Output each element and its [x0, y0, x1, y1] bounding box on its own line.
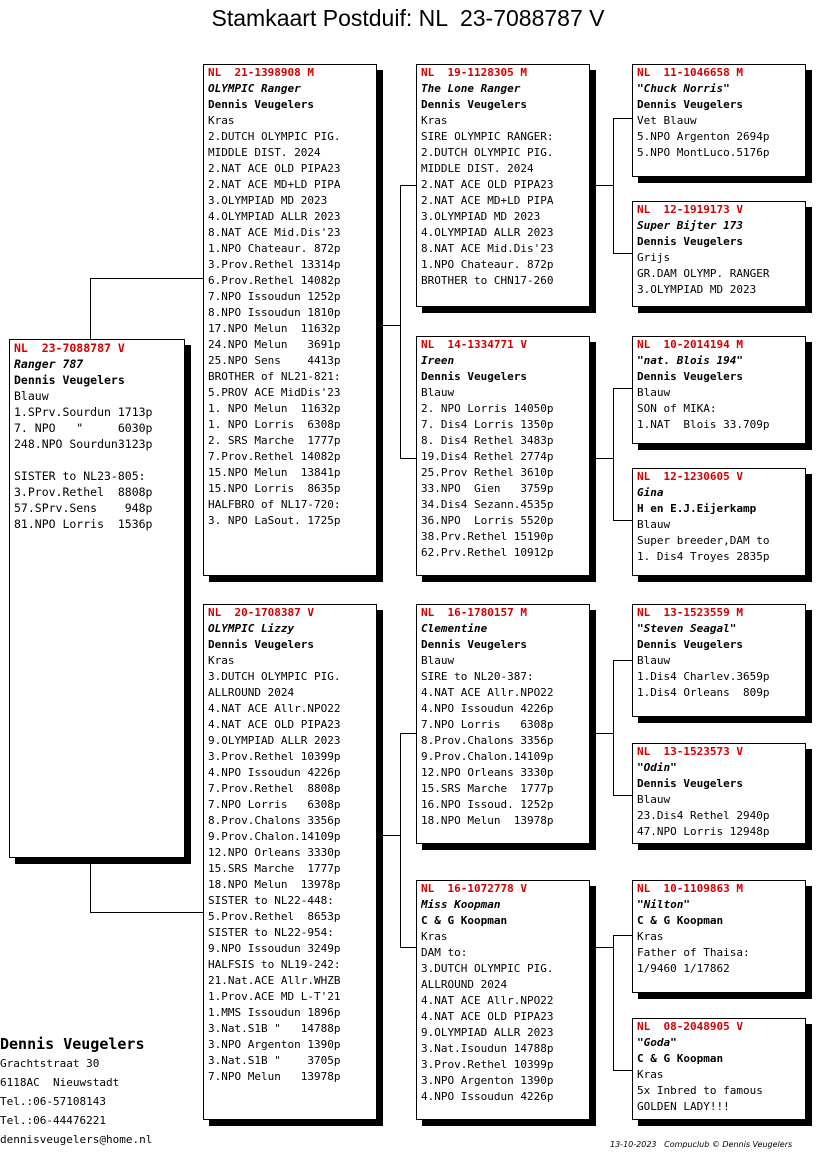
- result-line: 18.NPO Melun 13978p: [208, 878, 341, 891]
- result-line: 38.Prv.Rethel 15190p: [421, 530, 554, 543]
- result-line: 23.Dis4 Rethel 2940p: [637, 809, 770, 822]
- result-line: 2.NAT ACE MD+LD PIPA: [208, 178, 341, 191]
- connector-line: [400, 185, 417, 186]
- result-line: 8.NAT ACE Mid.Dis'23: [208, 226, 341, 239]
- pigeon-name: OLYMPIC Ranger: [208, 82, 301, 95]
- result-line: 8.Prov.Chalons 3356p: [421, 734, 554, 747]
- page-title: Stamkaart Postduif: NL 23-7088787 V: [211, 5, 605, 31]
- result-line: 3.Prov.Rethel 10399p: [208, 750, 341, 763]
- result-line: 15.NPO Melun 13841p: [208, 466, 341, 479]
- pigeon-owner: Dennis Veugelers: [637, 370, 743, 383]
- breeder-phone: Tel.:06-57108143: [0, 1095, 106, 1108]
- result-line: 81.NPO Lorris 1536p: [14, 517, 153, 531]
- result-line: Super breeder,DAM to: [637, 534, 770, 547]
- result-line: 1.Prov.ACE MD L-T'21: [208, 990, 341, 1003]
- pigeon-owner: Dennis Veugelers: [208, 638, 314, 651]
- result-line: 3.OLYMPIAD MD 2023: [208, 194, 328, 207]
- pigeon-color: Kras: [637, 1068, 664, 1081]
- pigeon-owner: Dennis Veugelers: [14, 373, 125, 387]
- result-line: 9.OLYMPIAD ALLR 2023: [421, 1026, 554, 1039]
- result-line: 3.OLYMPIAD MD 2023: [637, 283, 757, 296]
- pigeon-name: "Goda": [637, 1036, 677, 1049]
- result-line: 7.Prov.Rethel 8808p: [208, 782, 341, 795]
- footer-credit: 13-10-2023 Compuclub © Dennis Veugelers: [610, 1140, 793, 1149]
- pigeon-owner: C & G Koopman: [637, 1052, 724, 1065]
- pigeon-name: Super Bijter 173: [637, 219, 743, 232]
- result-line: 4.NPO Issoudun 4226p: [421, 1090, 554, 1103]
- result-line: 9.NPO Issoudun 3249p: [208, 942, 341, 955]
- pigeon-owner: Dennis Veugelers: [421, 638, 527, 651]
- result-line: 4.NAT ACE Allr.NPO22: [421, 994, 554, 1007]
- result-line: SISTER to NL22-448:: [208, 894, 334, 907]
- pigeon-card-sdd: [632, 468, 806, 576]
- pigeon-name: "Chuck Norris": [637, 82, 730, 95]
- pigeon-card-ddd: [632, 1018, 806, 1120]
- ring-number: NL 10-1109863 M: [637, 882, 743, 895]
- connector-line: [400, 947, 417, 948]
- result-line: SISTER to NL22-954:: [208, 926, 334, 939]
- pigeon-owner: Dennis Veugelers: [637, 777, 743, 790]
- result-line: 5.Prov.Rethel 8653p: [208, 910, 341, 923]
- connector-line: [613, 118, 633, 119]
- result-line: 3.Prov.Rethel 8808p: [14, 485, 153, 499]
- result-line: BROTHER of NL21-821:: [208, 370, 341, 383]
- result-line: HALFSIS to NL19-242:: [208, 958, 341, 971]
- pigeon-owner: C & G Koopman: [637, 914, 724, 927]
- result-line: 7.Prov.Rethel 14082p: [208, 450, 341, 463]
- pigeon-owner: Dennis Veugelers: [637, 638, 743, 651]
- result-line: 21.Nat.ACE Allr.WHZB: [208, 974, 341, 987]
- result-line: 1.Dis4 Orleans 809p: [637, 686, 770, 699]
- result-line: 7.NPO Melun 13978p: [208, 1070, 341, 1083]
- pigeon-card-sds: [632, 336, 806, 444]
- ring-number: NL 16-1072778 V: [421, 882, 527, 895]
- result-line: 4.NAT ACE OLD PIPA23: [421, 1010, 554, 1023]
- result-line: 1.NAT Blois 33.709p: [637, 418, 770, 431]
- result-line: 1. NPO Melun 11632p: [208, 402, 341, 415]
- result-line: MIDDLE DIST. 2024: [421, 162, 534, 175]
- result-line: 8.NPO Issoudun 1810p: [208, 306, 341, 319]
- pigeon-card-ssd: [632, 201, 806, 307]
- connector-line: [613, 388, 614, 520]
- pigeon-owner: Dennis Veugelers: [421, 370, 527, 383]
- result-line: 12.NPO Orleans 3330p: [421, 766, 554, 779]
- pigeon-owner: Dennis Veugelers: [421, 98, 527, 111]
- result-line: [14, 452, 182, 468]
- result-line: 3.NPO Argenton 1390p: [208, 1038, 341, 1051]
- result-line: 8.NAT ACE Mid.Dis'23: [421, 242, 554, 255]
- result-line: SIRE OLYMPIC RANGER:: [421, 130, 554, 143]
- result-line: 5.NPO Argenton 2694p: [637, 130, 770, 143]
- pigeon-owner: Dennis Veugelers: [208, 98, 314, 111]
- connector-line: [595, 458, 614, 459]
- pigeon-name: "nat. Blois 194": [637, 354, 743, 367]
- result-line: 15.NPO Lorris 8635p: [208, 482, 341, 495]
- result-line: 25.Prov Rethel 3610p: [421, 466, 554, 479]
- pigeon-name: Ireen: [421, 354, 455, 367]
- result-line: 7. Dis4 Lorris 1350p: [421, 418, 554, 431]
- result-line: 25.NPO Sens 4413p: [208, 354, 341, 367]
- ring-number: NL 19-1128305 M: [421, 66, 527, 79]
- result-line: 3.DUTCH OLYMPIC PIG.: [421, 962, 554, 975]
- result-line: 7.NPO Issoudun 1252p: [208, 290, 341, 303]
- result-line: 2. SRS Marche 1777p: [208, 434, 341, 447]
- pigeon-color: Blauw: [421, 386, 455, 399]
- result-line: 57.SPrv.Sens 948p: [14, 501, 153, 515]
- pigeon-card-dsd: [632, 743, 806, 844]
- result-line: 9.Prov.Chalon.14109p: [208, 830, 341, 843]
- pigeon-color: Kras: [208, 114, 235, 127]
- pigeon-color: Blauw: [637, 518, 671, 531]
- pigeon-color: Kras: [421, 114, 448, 127]
- breeder-address: Grachtstraat 30: [0, 1057, 100, 1070]
- ring-number: NL 12-1919173 V: [637, 203, 743, 216]
- ring-number: NL 21-1398908 M: [208, 66, 314, 79]
- ring-number: NL 23-7088787 V: [14, 341, 125, 355]
- connector-line: [613, 660, 614, 795]
- pigeon-card-main: [9, 339, 185, 858]
- connector-line: [595, 733, 614, 734]
- pigeon-color: Kras: [421, 930, 448, 943]
- pigeon-color: Grijs: [637, 251, 671, 264]
- pigeon-color: Blauw: [637, 386, 671, 399]
- result-line: 33.NPO Gien 3759p: [421, 482, 554, 495]
- result-line: 5x Inbred to famous: [637, 1084, 763, 1097]
- ring-number: NL 13-1523559 M: [637, 606, 743, 619]
- result-line: 12.NPO Orleans 3330p: [208, 846, 341, 859]
- result-line: 7.NPO Lorris 6308p: [421, 718, 554, 731]
- connector-line: [613, 935, 633, 936]
- result-line: 5.NPO MontLuco.5176p: [637, 146, 770, 159]
- ring-number: NL 08-2048905 V: [637, 1020, 743, 1033]
- pigeon-name: "Nilton": [637, 898, 690, 911]
- breeder-info: [0, 1034, 152, 1149]
- result-line: 1. NPO Lorris 6308p: [208, 418, 341, 431]
- result-line: 4.NAT ACE Allr.NPO22: [208, 702, 341, 715]
- result-line: 4.NAT ACE OLD PIPA23: [208, 718, 341, 731]
- result-line: 34.Dis4 Sezann.4535p: [421, 498, 554, 511]
- result-line: 248.NPO Sourdun3123p: [14, 437, 153, 451]
- result-line: 1.SPrv.Sourdun 1713p: [14, 405, 153, 419]
- result-line: 3.Nat.S1B " 3705p: [208, 1054, 341, 1067]
- result-line: 7.NPO Lorris 6308p: [208, 798, 341, 811]
- breeder-phone: Tel.:06-44476221: [0, 1114, 106, 1127]
- connector-line: [382, 835, 401, 836]
- result-line: 1.Dis4 Charlev.3659p: [637, 670, 770, 683]
- result-line: 3.Prov.Rethel 13314p: [208, 258, 341, 271]
- connector-line: [613, 253, 633, 254]
- result-line: 3.Nat.Isoudun 14788p: [421, 1042, 554, 1055]
- result-line: 7. NPO " 6030p: [14, 421, 153, 435]
- ring-number: NL 20-1708387 V: [208, 606, 314, 619]
- result-line: 1.MMS Issoudun 1896p: [208, 1006, 341, 1019]
- result-line: 3.OLYMPIAD MD 2023: [421, 210, 541, 223]
- result-line: 18.NPO Melun 13978p: [421, 814, 554, 827]
- result-line: 62.Prv.Rethel 10912p: [421, 546, 554, 559]
- result-line: 1.NPO Chateaur. 872p: [208, 242, 341, 255]
- pigeon-name: OLYMPIC Lizzy: [208, 622, 295, 635]
- result-line: 4.NPO Issoudun 4226p: [421, 702, 554, 715]
- pigeon-card-dss: [632, 604, 806, 717]
- pigeon-card-dam-sire: [416, 604, 590, 844]
- connector-line: [400, 733, 417, 734]
- ring-number: NL 12-1230605 V: [637, 470, 743, 483]
- result-line: 2.NAT ACE OLD PIPA23: [208, 162, 341, 175]
- result-line: 3.Nat.S1B " 14788p: [208, 1022, 341, 1035]
- pigeon-color: Vet Blauw: [637, 114, 697, 127]
- connector-line: [613, 118, 614, 253]
- result-line: ALLROUND 2024: [208, 686, 295, 699]
- connector-line: [595, 185, 614, 186]
- ring-number: NL 10-2014194 M: [637, 338, 743, 351]
- pigeon-card-sss: [632, 64, 806, 177]
- result-line: 3.Prov.Rethel 10399p: [421, 1058, 554, 1071]
- connector-line: [613, 388, 633, 389]
- pigeon-owner: Dennis Veugelers: [637, 98, 743, 111]
- result-line: 47.NPO Lorris 12948p: [637, 825, 770, 838]
- breeder-email[interactable]: dennisveugelers@home.nl: [0, 1133, 153, 1146]
- pigeon-color: Blauw: [14, 389, 49, 403]
- result-line: 19.Dis4 Rethel 2774p: [421, 450, 554, 463]
- pigeon-card-dds: [632, 880, 806, 993]
- breeder-name: Dennis Veugelers: [0, 1035, 145, 1053]
- pigeon-color: Kras: [208, 654, 235, 667]
- result-line: MIDDLE DIST. 2024: [208, 146, 321, 159]
- ring-number: NL 11-1046658 M: [637, 66, 743, 79]
- pigeon-name: Miss Koopman: [421, 898, 501, 911]
- result-line: GR.DAM OLYMP. RANGER: [637, 267, 770, 280]
- result-line: 3. NPO LaSout. 1725p: [208, 514, 341, 527]
- pigeon-name: "Steven Seagal": [637, 622, 737, 635]
- connector-line: [400, 185, 401, 458]
- result-line: BROTHER to CHN17-260: [421, 274, 554, 287]
- result-line: 2.NAT ACE MD+LD PIPA: [421, 194, 554, 207]
- breeder-postcode: 6118AC Nieuwstadt: [0, 1076, 120, 1089]
- result-line: DAM to:: [421, 946, 468, 959]
- result-line: 16.NPO Issoud. 1252p: [421, 798, 554, 811]
- result-line: 1.NPO Chateaur. 872p: [421, 258, 554, 271]
- result-line: SON of MIKA:: [637, 402, 717, 415]
- result-line: 4.NPO Issoudun 4226p: [208, 766, 341, 779]
- result-line: 8. Dis4 Rethel 3483p: [421, 434, 554, 447]
- result-line: 2.DUTCH OLYMPIC PIG.: [421, 146, 554, 159]
- connector-line: [90, 912, 204, 913]
- pigeon-owner: H en E.J.Eijerkamp: [637, 502, 757, 515]
- result-line: 2.NAT ACE OLD PIPA23: [421, 178, 554, 191]
- pigeon-color: Kras: [637, 930, 664, 943]
- pigeon-name: Clementine: [421, 622, 488, 635]
- pigeon-name: The Lone Ranger: [421, 82, 521, 95]
- pigeon-owner: C & G Koopman: [421, 914, 508, 927]
- ring-number: NL 16-1780157 M: [421, 606, 527, 619]
- result-line: 9.OLYMPIAD ALLR 2023: [208, 734, 341, 747]
- pigeon-owner: Dennis Veugelers: [637, 235, 743, 248]
- result-line: 24.NPO Melun 3691p: [208, 338, 341, 351]
- connector-line: [400, 733, 401, 947]
- pigeon-name: Gina: [637, 486, 664, 499]
- pigeon-color: Blauw: [637, 793, 671, 806]
- result-line: ALLROUND 2024: [421, 978, 508, 991]
- connector-line: [613, 520, 633, 521]
- result-line: SISTER to NL23-805:: [14, 469, 146, 483]
- result-line: SIRE to NL20-387:: [421, 670, 534, 683]
- connector-line: [613, 1070, 633, 1071]
- connector-line: [90, 858, 91, 912]
- result-line: HALFBRO of NL17-720:: [208, 498, 341, 511]
- result-line: 4.OLYMPIAD ALLR 2023: [421, 226, 554, 239]
- pigeon-name: "Odin": [637, 761, 677, 774]
- result-line: 5.PROV ACE MidDis'23: [208, 386, 341, 399]
- result-line: 15.SRS Marche 1777p: [208, 862, 341, 875]
- ring-number: NL 14-1334771 V: [421, 338, 527, 351]
- pigeon-card-sire-sire: [416, 64, 590, 307]
- result-line: 2.DUTCH OLYMPIC PIG.: [208, 130, 341, 143]
- result-line: 3.DUTCH OLYMPIC PIG.: [208, 670, 341, 683]
- result-line: 36.NPO Lorris 5520p: [421, 514, 554, 527]
- connector-line: [400, 458, 417, 459]
- ring-number: NL 13-1523573 V: [637, 745, 743, 758]
- pigeon-card-dam: [203, 604, 377, 1120]
- connector-line: [613, 795, 633, 796]
- pigeon-name: Ranger 787: [14, 357, 84, 371]
- pigeon-color: Blauw: [421, 654, 455, 667]
- pigeon-color: Blauw: [637, 654, 671, 667]
- connector-line: [90, 278, 91, 340]
- pigeon-card-sire: [203, 64, 377, 576]
- pigeon-card-sire-dam: [416, 336, 590, 576]
- pigeon-card-dam-dam: [416, 880, 590, 1120]
- connector-line: [382, 325, 401, 326]
- result-line: 8.Prov.Chalons 3356p: [208, 814, 341, 827]
- result-line: 2. NPO Lorris 14050p: [421, 402, 554, 415]
- result-line: Father of Thaisa:: [637, 946, 750, 959]
- result-line: 9.Prov.Chalon.14109p: [421, 750, 554, 763]
- result-line: 3.NPO Argenton 1390p: [421, 1074, 554, 1087]
- connector-line: [595, 947, 614, 948]
- result-line: 4.OLYMPIAD ALLR 2023: [208, 210, 341, 223]
- connector-line: [613, 660, 633, 661]
- connector-line: [90, 278, 204, 279]
- result-line: 1. Dis4 Troyes 2835p: [637, 550, 770, 563]
- result-line: 4.NAT ACE Allr.NPO22: [421, 686, 554, 699]
- result-line: 1/9460 1/17862: [637, 962, 730, 975]
- connector-line: [613, 935, 614, 1070]
- result-line: GOLDEN LADY!!!: [637, 1100, 730, 1113]
- result-line: 15.SRS Marche 1777p: [421, 782, 554, 795]
- result-line: 17.NPO Melun 11632p: [208, 322, 341, 335]
- result-line: 6.Prov.Rethel 14082p: [208, 274, 341, 287]
